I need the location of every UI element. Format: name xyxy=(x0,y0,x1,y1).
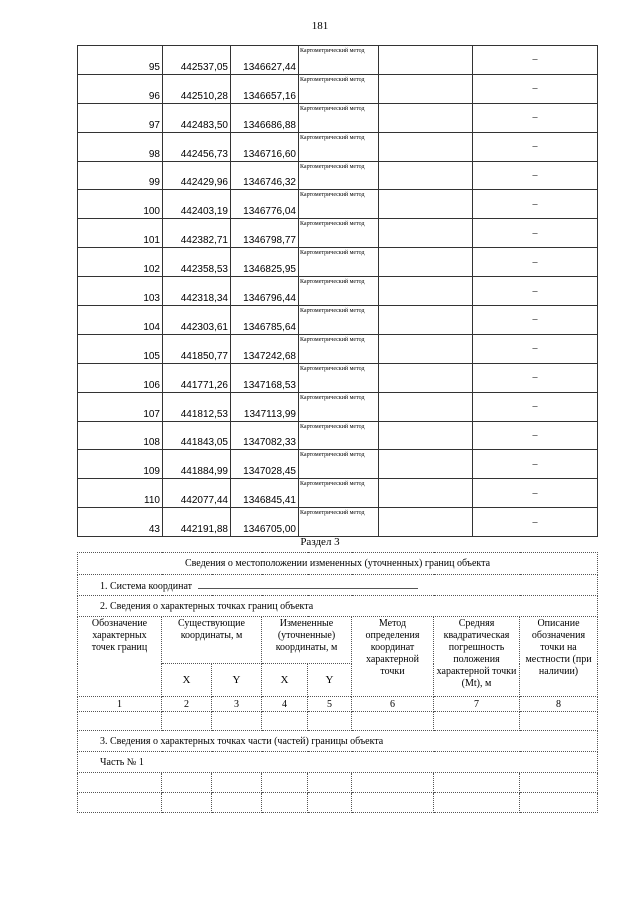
x-coordinate-cell: 442382,71 xyxy=(163,219,231,248)
table-row xyxy=(78,161,598,190)
y-coordinate-cell: 1347242,68 xyxy=(231,334,299,363)
x-coordinate-cell: 442358,53 xyxy=(163,248,231,277)
precision-cell xyxy=(379,46,473,75)
table-row xyxy=(78,421,598,450)
column-number: 4 xyxy=(262,697,308,712)
precision-cell xyxy=(379,363,473,392)
column-number: 2 xyxy=(162,697,212,712)
coordinates-table xyxy=(77,45,598,537)
empty-row xyxy=(78,793,598,813)
table-row xyxy=(78,392,598,421)
method-cell: Картометрический метод xyxy=(299,219,379,248)
x-coordinate-cell: 442191,88 xyxy=(163,508,231,537)
point-number-cell: 109 xyxy=(78,450,163,479)
precision-cell xyxy=(379,450,473,479)
point-number-cell: 99 xyxy=(78,161,163,190)
method-cell: Картометрический метод xyxy=(299,161,379,190)
coord-system-row xyxy=(78,575,598,596)
precision-cell xyxy=(379,219,473,248)
table-row xyxy=(78,277,598,306)
description-cell: – xyxy=(473,46,598,75)
coord-system-value-line xyxy=(198,579,418,589)
description-cell: – xyxy=(473,363,598,392)
point-number-cell: 106 xyxy=(78,363,163,392)
x-coordinate-cell: 442510,28 xyxy=(163,74,231,103)
part-label: Часть № 1 xyxy=(78,752,598,773)
precision-cell xyxy=(379,421,473,450)
method-cell: Картометрический метод xyxy=(299,479,379,508)
precision-cell xyxy=(379,132,473,161)
empty-row xyxy=(78,712,598,731)
y-coordinate-cell: 1346845,41 xyxy=(231,479,299,508)
method-cell: Картометрический метод xyxy=(299,363,379,392)
x-coordinate-cell: 442303,61 xyxy=(163,306,231,335)
y-coordinate-cell: 1346716,60 xyxy=(231,132,299,161)
column-number: 6 xyxy=(352,697,434,712)
table-row xyxy=(78,248,598,277)
description-cell: – xyxy=(473,334,598,363)
x-coordinate-cell: 442077,44 xyxy=(163,479,231,508)
header-existing-x: X xyxy=(162,664,212,697)
point-number-cell: 98 xyxy=(78,132,163,161)
section3-table xyxy=(77,552,598,813)
table-row xyxy=(78,74,598,103)
precision-cell xyxy=(379,161,473,190)
column-number: 3 xyxy=(212,697,262,712)
y-coordinate-cell: 1346746,32 xyxy=(231,161,299,190)
description-cell: – xyxy=(473,190,598,219)
description-cell: – xyxy=(473,306,598,335)
x-coordinate-cell: 442318,34 xyxy=(163,277,231,306)
method-cell: Картометрический метод xyxy=(299,132,379,161)
description-cell: – xyxy=(473,132,598,161)
table-row xyxy=(78,306,598,335)
precision-cell xyxy=(379,190,473,219)
description-cell: – xyxy=(473,74,598,103)
method-cell: Картометрический метод xyxy=(299,334,379,363)
method-cell: Картометрический метод xyxy=(299,190,379,219)
description-cell: – xyxy=(473,161,598,190)
header-designation: Обозначение характерных точек границ xyxy=(78,617,162,697)
point-number-cell: 103 xyxy=(78,277,163,306)
points-label: 2. Сведения о характерных точках границ объекта xyxy=(78,596,598,617)
method-cell: Картометрический метод xyxy=(299,248,379,277)
column-numbers-row xyxy=(78,697,598,712)
x-coordinate-cell: 442429,96 xyxy=(163,161,231,190)
table-row xyxy=(78,132,598,161)
precision-cell xyxy=(379,103,473,132)
precision-cell xyxy=(379,479,473,508)
method-cell: Картометрический метод xyxy=(299,277,379,306)
method-cell: Картометрический метод xyxy=(299,46,379,75)
table-row xyxy=(78,450,598,479)
method-cell: Картометрический метод xyxy=(299,392,379,421)
point-number-cell: 43 xyxy=(78,508,163,537)
precision-cell xyxy=(379,392,473,421)
section-heading: Раздел 3 xyxy=(300,536,340,548)
table-row xyxy=(78,46,598,75)
y-coordinate-cell: 1347028,45 xyxy=(231,450,299,479)
method-cell: Картометрический метод xyxy=(299,306,379,335)
description-cell: – xyxy=(473,479,598,508)
y-coordinate-cell: 1346785,64 xyxy=(231,306,299,335)
header-existing: Существующие координаты, м xyxy=(162,617,262,664)
point-number-cell: 110 xyxy=(78,479,163,508)
header-changed: Измененные (уточненные) координаты, м xyxy=(262,617,352,664)
precision-cell xyxy=(379,248,473,277)
description-cell: – xyxy=(473,103,598,132)
y-coordinate-cell: 1346657,16 xyxy=(231,74,299,103)
description-cell: – xyxy=(473,392,598,421)
y-coordinate-cell: 1346776,04 xyxy=(231,190,299,219)
header-description: Описание обозначения точки на местности (при наличии) xyxy=(520,617,598,697)
precision-cell xyxy=(379,306,473,335)
header-precision: Средняя квадратическая погрешность положения характерной точки (Mt), м xyxy=(434,617,520,697)
header-method: Метод определения координат характерной точки xyxy=(352,617,434,697)
y-coordinate-cell: 1346796,44 xyxy=(231,277,299,306)
point-number-cell: 108 xyxy=(78,421,163,450)
method-cell: Картометрический метод xyxy=(299,508,379,537)
method-cell: Картометрический метод xyxy=(299,421,379,450)
point-number-cell: 97 xyxy=(78,103,163,132)
x-coordinate-cell: 442537,05 xyxy=(163,46,231,75)
precision-cell xyxy=(379,74,473,103)
x-coordinate-cell: 442403,19 xyxy=(163,190,231,219)
table-row xyxy=(78,190,598,219)
point-number-cell: 100 xyxy=(78,190,163,219)
method-cell: Картометрический метод xyxy=(299,450,379,479)
header-existing-y: Y xyxy=(212,664,262,697)
column-number: 1 xyxy=(78,697,162,712)
x-coordinate-cell: 441843,05 xyxy=(163,421,231,450)
point-number-cell: 105 xyxy=(78,334,163,363)
x-coordinate-cell: 441850,77 xyxy=(163,334,231,363)
y-coordinate-cell: 1347113,99 xyxy=(231,392,299,421)
x-coordinate-cell: 441771,26 xyxy=(163,363,231,392)
y-coordinate-cell: 1347082,33 xyxy=(231,421,299,450)
precision-cell xyxy=(379,334,473,363)
description-cell: – xyxy=(473,277,598,306)
precision-cell xyxy=(379,277,473,306)
description-cell: – xyxy=(473,450,598,479)
empty-row xyxy=(78,773,598,793)
x-coordinate-cell: 441884,99 xyxy=(163,450,231,479)
description-cell: – xyxy=(473,219,598,248)
point-number-cell: 101 xyxy=(78,219,163,248)
x-coordinate-cell: 441812,53 xyxy=(163,392,231,421)
table-row xyxy=(78,219,598,248)
point-number-cell: 104 xyxy=(78,306,163,335)
method-cell: Картометрический метод xyxy=(299,103,379,132)
part-points-label: 3. Сведения о характерных точках части (частей) границы объекта xyxy=(78,731,598,752)
column-number: 5 xyxy=(308,697,352,712)
y-coordinate-cell: 1346627,44 xyxy=(231,46,299,75)
method-cell: Картометрический метод xyxy=(299,74,379,103)
point-number-cell: 107 xyxy=(78,392,163,421)
x-coordinate-cell: 442483,50 xyxy=(163,103,231,132)
y-coordinate-cell: 1346825,95 xyxy=(231,248,299,277)
coord-system-label: 1. Система координат xyxy=(100,580,193,592)
description-cell: – xyxy=(473,508,598,537)
table-row xyxy=(78,103,598,132)
x-coordinate-cell: 442456,73 xyxy=(163,132,231,161)
point-number-cell: 102 xyxy=(78,248,163,277)
table-row xyxy=(78,479,598,508)
column-number: 7 xyxy=(434,697,520,712)
description-cell: – xyxy=(473,421,598,450)
y-coordinate-cell: 1346686,88 xyxy=(231,103,299,132)
column-number: 8 xyxy=(520,697,598,712)
table-row xyxy=(78,334,598,363)
description-cell: – xyxy=(473,248,598,277)
y-coordinate-cell: 1346705,00 xyxy=(231,508,299,537)
table-row xyxy=(78,363,598,392)
point-number-cell: 95 xyxy=(78,46,163,75)
point-number-cell: 96 xyxy=(78,74,163,103)
section3-title: Сведения о местоположении измененных (уточненных) границ объекта xyxy=(78,553,598,575)
y-coordinate-cell: 1347168,53 xyxy=(231,363,299,392)
page-number: 181 xyxy=(311,20,329,32)
y-coordinate-cell: 1346798,77 xyxy=(231,219,299,248)
table-row xyxy=(78,508,598,537)
header-changed-x: X xyxy=(262,664,308,697)
precision-cell xyxy=(379,508,473,537)
header-changed-y: Y xyxy=(308,664,352,697)
